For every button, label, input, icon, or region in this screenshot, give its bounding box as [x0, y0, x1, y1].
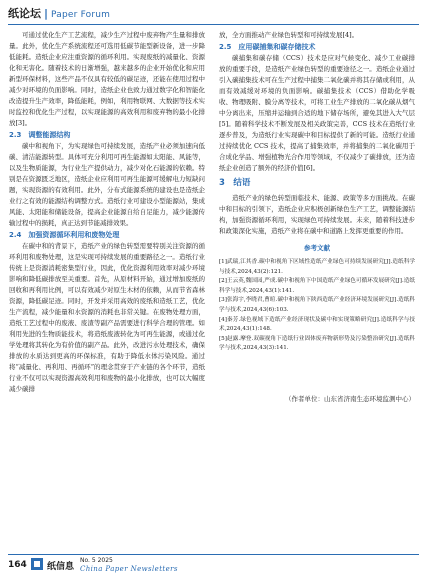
right-column: [219, 30, 415, 405]
body-paragraph: 放，全方面推动产业绿色转型和可持续发展[4]。: [219, 31, 359, 39]
reference-item: [4]秦芳.绿色视域下造纸产业经济现状及碳中和实现策略研究[J].造纸科学与技术,2024,43(1):148.: [219, 316, 415, 333]
section-title-en: Paper Forum: [51, 10, 111, 20]
body-paragraph: 可通过优化生产工艺流程，减少生产过程中废弃物产生量和排放量。此外，优化生产系统流程还可选用低碳节能型新设备，进一步降低能耗。造纸企业应注重资源的循环利用。实现废纸的减量化、资源化和无害化。随着技术的日渐增强，越来越多的企业开始优化和应用新型环保材料，这些产品不仅具有较低的碳足迹，还能在使用过程中减少对环境的负面影响。同时，造纸企业也致力通过数字化和智能化改造提升生产效率，降低能耗，例如，利用物联网、大数据等技术实时监控和优化生产过程，以实现能源的高效利用和废弃物的最小化排放[3]。: [9, 31, 205, 127]
body-paragraph: 碳捕集和碳存储（CCS）技术是应对气候变化、减少工业碳排放的重要手段，是造纸产业绿色转型的重要途径之一。造纸企业通过引入碳捕集技术可在生产过程中捕集二氧化碳并将其存储或利用，从而有效减缓对环境的负面影响。碳捕集技术（CCS）借助化学吸收、物理吸附、膜分离等技术，可将工业生产排放的二氧化碳从烟气中分离出来，压缩并运输到合适的地下储存场所，避免其进入大气层[5]。随着科学技术不断发展及相关政策完善，CCS 技术在造纸行业逐步普及，为造纸行业实现碳中和目标提供了新的可能。造纸行业通过持续优化 CCS 技术，提高了捕集效率，并将捕集的二氧化碳用于合成化学品、增强植物光合作用等领域，不仅减少了碳排放，还为造纸企业创造了额外的经济价值[6]。: [219, 54, 415, 172]
section-separator: |: [44, 7, 49, 20]
reference-item: [3]张海宇,李晓君,曹暄.碳中和视角下陕西造纸产业经济环境发展研究[J].造纸科学与技术,2024,43(6):103.: [219, 297, 415, 313]
section-heading: 2.4 加强资源循环利用和废物处理: [9, 231, 120, 239]
section-heading: 2.3 调整能源结构: [9, 131, 71, 139]
body-paragraph: 造纸产业的绿色转型面临技术、能源、政策等多方面挑战。在碳中和目标的引领下，造纸企业应积极创新绿色生产工艺，调整能源结构，加强资源循环利用，实现绿色可持续发展。未来，随着科技进步和政策深化实施，造纸产业将在碳中和道路上发挥更重要的作用。: [219, 194, 415, 235]
page-number: 164: [8, 560, 27, 570]
section-title-cn: 纸论坛: [8, 7, 41, 20]
magazine-logo-icon: [30, 557, 44, 571]
reference-item: [5]赵露.摩登.双碳视角下造纸行业固体废弃物新形势及污染整治研究[J].造纸科学与技术,2024,43(3):141.: [219, 335, 415, 352]
reference-item: [2]王云英,魏国园,严成.碳中和视角下中国造纸产业绿色可循环发展研究[J].造纸科学与技术,2024,43(1):141.: [219, 278, 415, 294]
section-heading: 2.5 应用碳捕集和碳存储技术: [219, 43, 316, 51]
page-header: [0, 0, 427, 26]
author-affiliation: （作者单位：山东省济南生态环境监测中心）: [285, 394, 415, 403]
magazine-name: China Paper Newsletters: [80, 565, 178, 573]
section-kicker: [8, 5, 110, 21]
references-list: [219, 258, 415, 354]
section-heading: 3 结语: [219, 178, 251, 188]
right-column-body: [219, 30, 415, 237]
issue-number: No. 5 2025: [80, 557, 113, 564]
page-footer: [0, 554, 427, 579]
left-column: [9, 30, 205, 395]
body-paragraph: 碳中和视角下，为实现绿色可持续发展，造纸产业必须加速向低碳、清洁能源转型。具体可充分利用可再生能源如太阳能、风能等，以及生物质能源，为行业生产提供动力，减少对化石能源的依赖。特别是在资源匮乏地区，造纸企业应利用可再生能源可缓解电力短缺问题，实现资源的有效利用。此外，分布式能源系统的建设也是造纸企业行之有效的能源结构调整方式。造纸行业可建设小型能源站，集成风能、太阳能和储能设备，提高企业能源自给自足能力，减少能源传输过程中的损耗，真正达到节能减排效果。: [9, 142, 205, 227]
footer-rule: [8, 554, 419, 555]
header-rule: [8, 24, 419, 25]
reference-item: [1]武瑞,江其香.碳中和视角下区域性造纸产业绿色可持续发展研究[J].造纸科学与技术,2024,43(2):121.: [219, 259, 415, 275]
references-title: 参考文献: [304, 244, 330, 252]
magazine-brand: 纸信息: [47, 562, 75, 572]
body-paragraph: 在碳中和的背景下，造纸产业的绿色转型需要特别关注资源的循环利用和废物处理，这是实现可持续发展的重要路径之一。造纸行业传统上是资源消耗密集型行业，因此，优化资源利用效率对减少环境影响和降低碳排放至关重要。首先，从原材料开始，通过增加废纸的回收和再利用比例，可以有效减少对原生木材的依赖，从而节省森林资源，降低碳足迹。同时，开发并采用高效的废纸和造纸工艺，优化生产流程，减少能量和水资源的消耗也非常关键。在废物处理方面，造纸工艺过程中的废液、废渣等副产品需要进行科学合理的管理。如利用先进的生物质能技术，将造纸废液转化为可再生能源，或通过化学处理将其转化为有价值的副产品。此外，改进污水处理技术，确保排放的水质达到更高的环保标准，有助于降低水体污染风险。通过将“减量化、再利用、再循环”的理念贯穿于产业链的各个环节，造纸行业不仅可以实现资源高效利用和废物的最小化排放，也可以大幅度减少碳排: [9, 242, 205, 393]
